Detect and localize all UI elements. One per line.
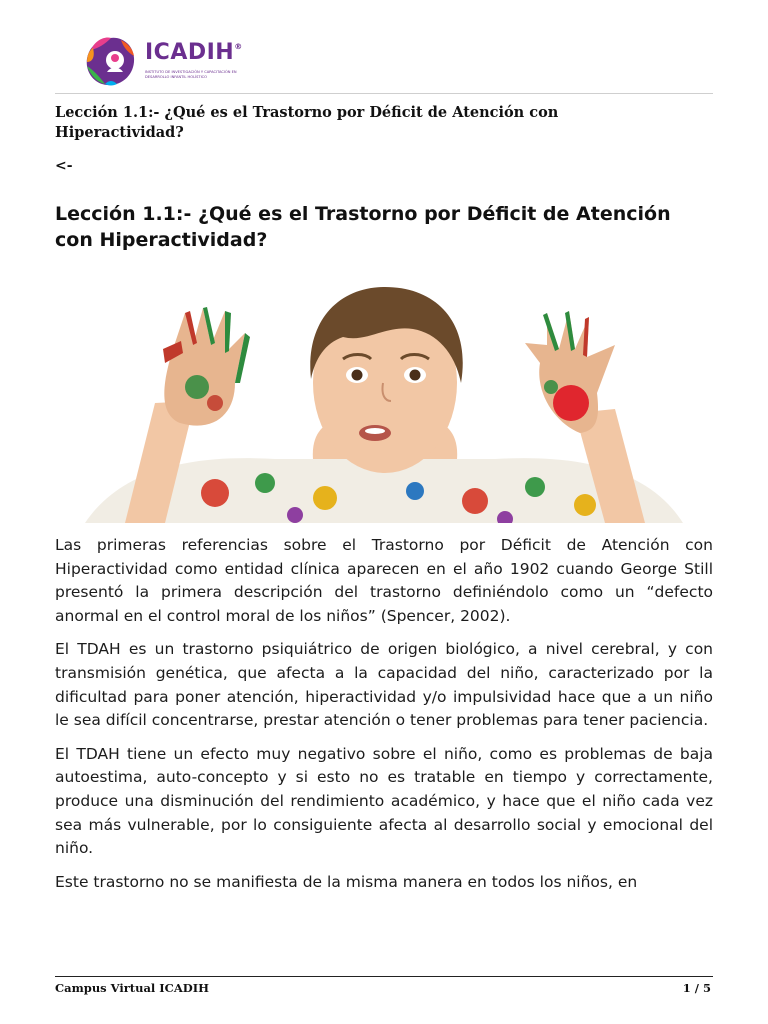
hero-image: [85, 283, 683, 523]
footer-site: Campus Virtual ICADIH: [55, 981, 209, 995]
icadih-logo[interactable]: [81, 32, 271, 90]
paragraph: Este trastorno no se manifiesta de la misma manera en todos los niños, en: [55, 872, 638, 891]
lesson-body: [55, 534, 713, 904]
paragraph: El TDAH es un trastorno psiquiátrico de origen biológico, a nivel cerebral, y con transmisión genética, que afecta a la capacidad del niño, caracterizado por la dificultad para poner atención, hiperactividad y/o impulsividad hace que a un niño le sea difícil concentrarse, prestar atención o tener problemas para tener paciencia.: [55, 640, 713, 730]
back-link[interactable]: <-: [55, 158, 73, 174]
page-header: [55, 28, 713, 94]
brand-name: ICADIH®: [145, 40, 243, 65]
main-heading: Lección 1.1:- ¿Qué es el Trastorno por Déficit de Atención con Hiperactividad?: [55, 203, 671, 251]
paragraph: El TDAH tiene un efecto muy negativo sobre el niño, como es problemas de baja autoestima, auto-concepto y si esto no es tratable en tiempo y correctamente, produce una disminución del rendimiento académico, y hace que el niño cada vez sea más vulnerable, por lo consiguiente afecta al desarrollo social y emocional del niño.: [55, 744, 713, 858]
child-with-painted-hands-photo-icon: [85, 283, 683, 523]
paragraph: Las primeras referencias sobre el Trastorno por Déficit de Atención con Hiperactividad como entidad clínica aparecen en el año 1902 cuando George Still presentó la primera descripción del trastorno definiéndolo como un “defecto anormal en el control moral de los niños” (Spencer, 2002).: [55, 536, 713, 625]
lesson-title: Lección 1.1:- ¿Qué es el Trastorno por Déficit de Atención con Hiperactividad?: [55, 104, 559, 141]
page-footer: [55, 976, 713, 995]
page-number: 1 / 5: [682, 981, 711, 995]
brand-tagline: INSTITUTO DE INVESTIGACIÓN Y CAPACITACIÓN EN DESARROLLO INFANTIL HOLÍSTICO: [145, 70, 237, 79]
icadih-logo-icon: [81, 32, 139, 90]
